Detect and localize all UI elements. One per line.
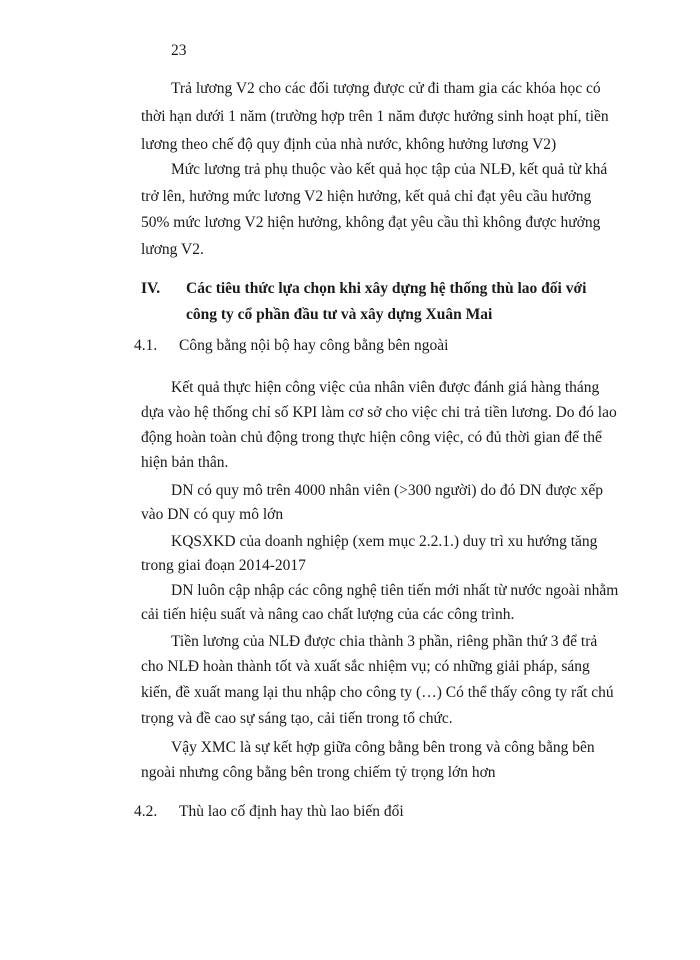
paragraph-line: trở lên, hưởng mức lương V2 hiện hưởng, kết quả chỉ đạt yêu cầu hưởng [141, 188, 592, 205]
paragraph-line: vào DN có quy mô lớn [141, 506, 284, 523]
paragraph-line: Tiền lương của NLĐ được chia thành 3 phần, riêng phần thứ 3 để trả [171, 633, 598, 650]
paragraph-line: DN luôn cập nhập các công nghệ tiên tiến mới nhất từ nước ngoài nhằm [171, 582, 619, 599]
paragraph-line: cải tiến hiệu suất và nâng cao chất lượng của các công trình. [141, 606, 515, 623]
paragraph-line: ngoài nhưng công bằng bên trong chiếm tỷ trọng lớn hơn [141, 764, 496, 781]
paragraph-line: kiến, đề xuất mang lại thu nhập cho công ty (…) Có thể thấy công ty rất chú [141, 684, 614, 701]
paragraph-line: KQSXKD của doanh nghiệp (xem mục 2.2.1.) duy trì xu hướng tăng [171, 533, 598, 550]
section-title-line: công ty cổ phần đầu tư và xây dựng Xuân Mai [186, 306, 493, 323]
paragraph-line: cho NLĐ hoàn thành tốt và xuất sắc nhiệm vụ; có những giải pháp, sáng [141, 658, 590, 675]
subsection-number: 4.2. [134, 803, 158, 820]
paragraph-line: DN có quy mô trên 4000 nhân viên (>300 người) do đó DN được xếp [171, 482, 603, 499]
paragraph-line: Trả lương V2 cho các đối tượng được cử đi tham gia các khóa học có [171, 80, 601, 97]
section-title-line: Các tiêu thức lựa chọn khi xây dựng hệ thống thù lao đối với [186, 280, 587, 297]
section-number: IV. [141, 280, 161, 297]
paragraph-line: hiện bản thân. [141, 454, 229, 471]
paragraph-line: 50% mức lương V2 hiện hưởng, không đạt yêu cầu thì không được hưởng [141, 214, 601, 231]
paragraph-line: Mức lương trả phụ thuộc vào kết quả học tập của NLĐ, kết quả từ khá [171, 161, 608, 178]
subsection-number: 4.1. [134, 337, 158, 354]
paragraph-line: Vậy XMC là sự kết hợp giữa công bằng bên trong và công bằng bên [171, 739, 595, 756]
page-number: 23 [171, 42, 187, 59]
paragraph-line: Kết quả thực hiện công việc của nhân viên được đánh giá hàng tháng [171, 379, 600, 396]
subsection-title: Thù lao cố định hay thù lao biến đổi [179, 803, 404, 820]
subsection-title: Công bằng nội bộ hay công bằng bên ngoài [179, 337, 449, 354]
paragraph-line: lương V2. [141, 241, 204, 258]
paragraph-line: trong giai đoạn 2014-2017 [141, 557, 306, 574]
paragraph-line: trọng và đề cao sự sáng tạo, cải tiến trong tổ chức. [141, 710, 453, 727]
paragraph-line: lương theo chế độ quy định của nhà nước, không hưởng lương V2) [141, 136, 557, 153]
paragraph-line: dựa vào hệ thống chỉ số KPI làm cơ sở cho việc chi trả tiền lương. Do đó lao [141, 404, 617, 421]
paragraph-line: động hoàn toàn chủ động trong thực hiện công việc, có đủ thời gian để thể [141, 429, 602, 446]
paragraph-line: thời hạn dưới 1 năm (trường hợp trên 1 năm được hưởng sinh hoạt phí, tiền [141, 108, 609, 125]
